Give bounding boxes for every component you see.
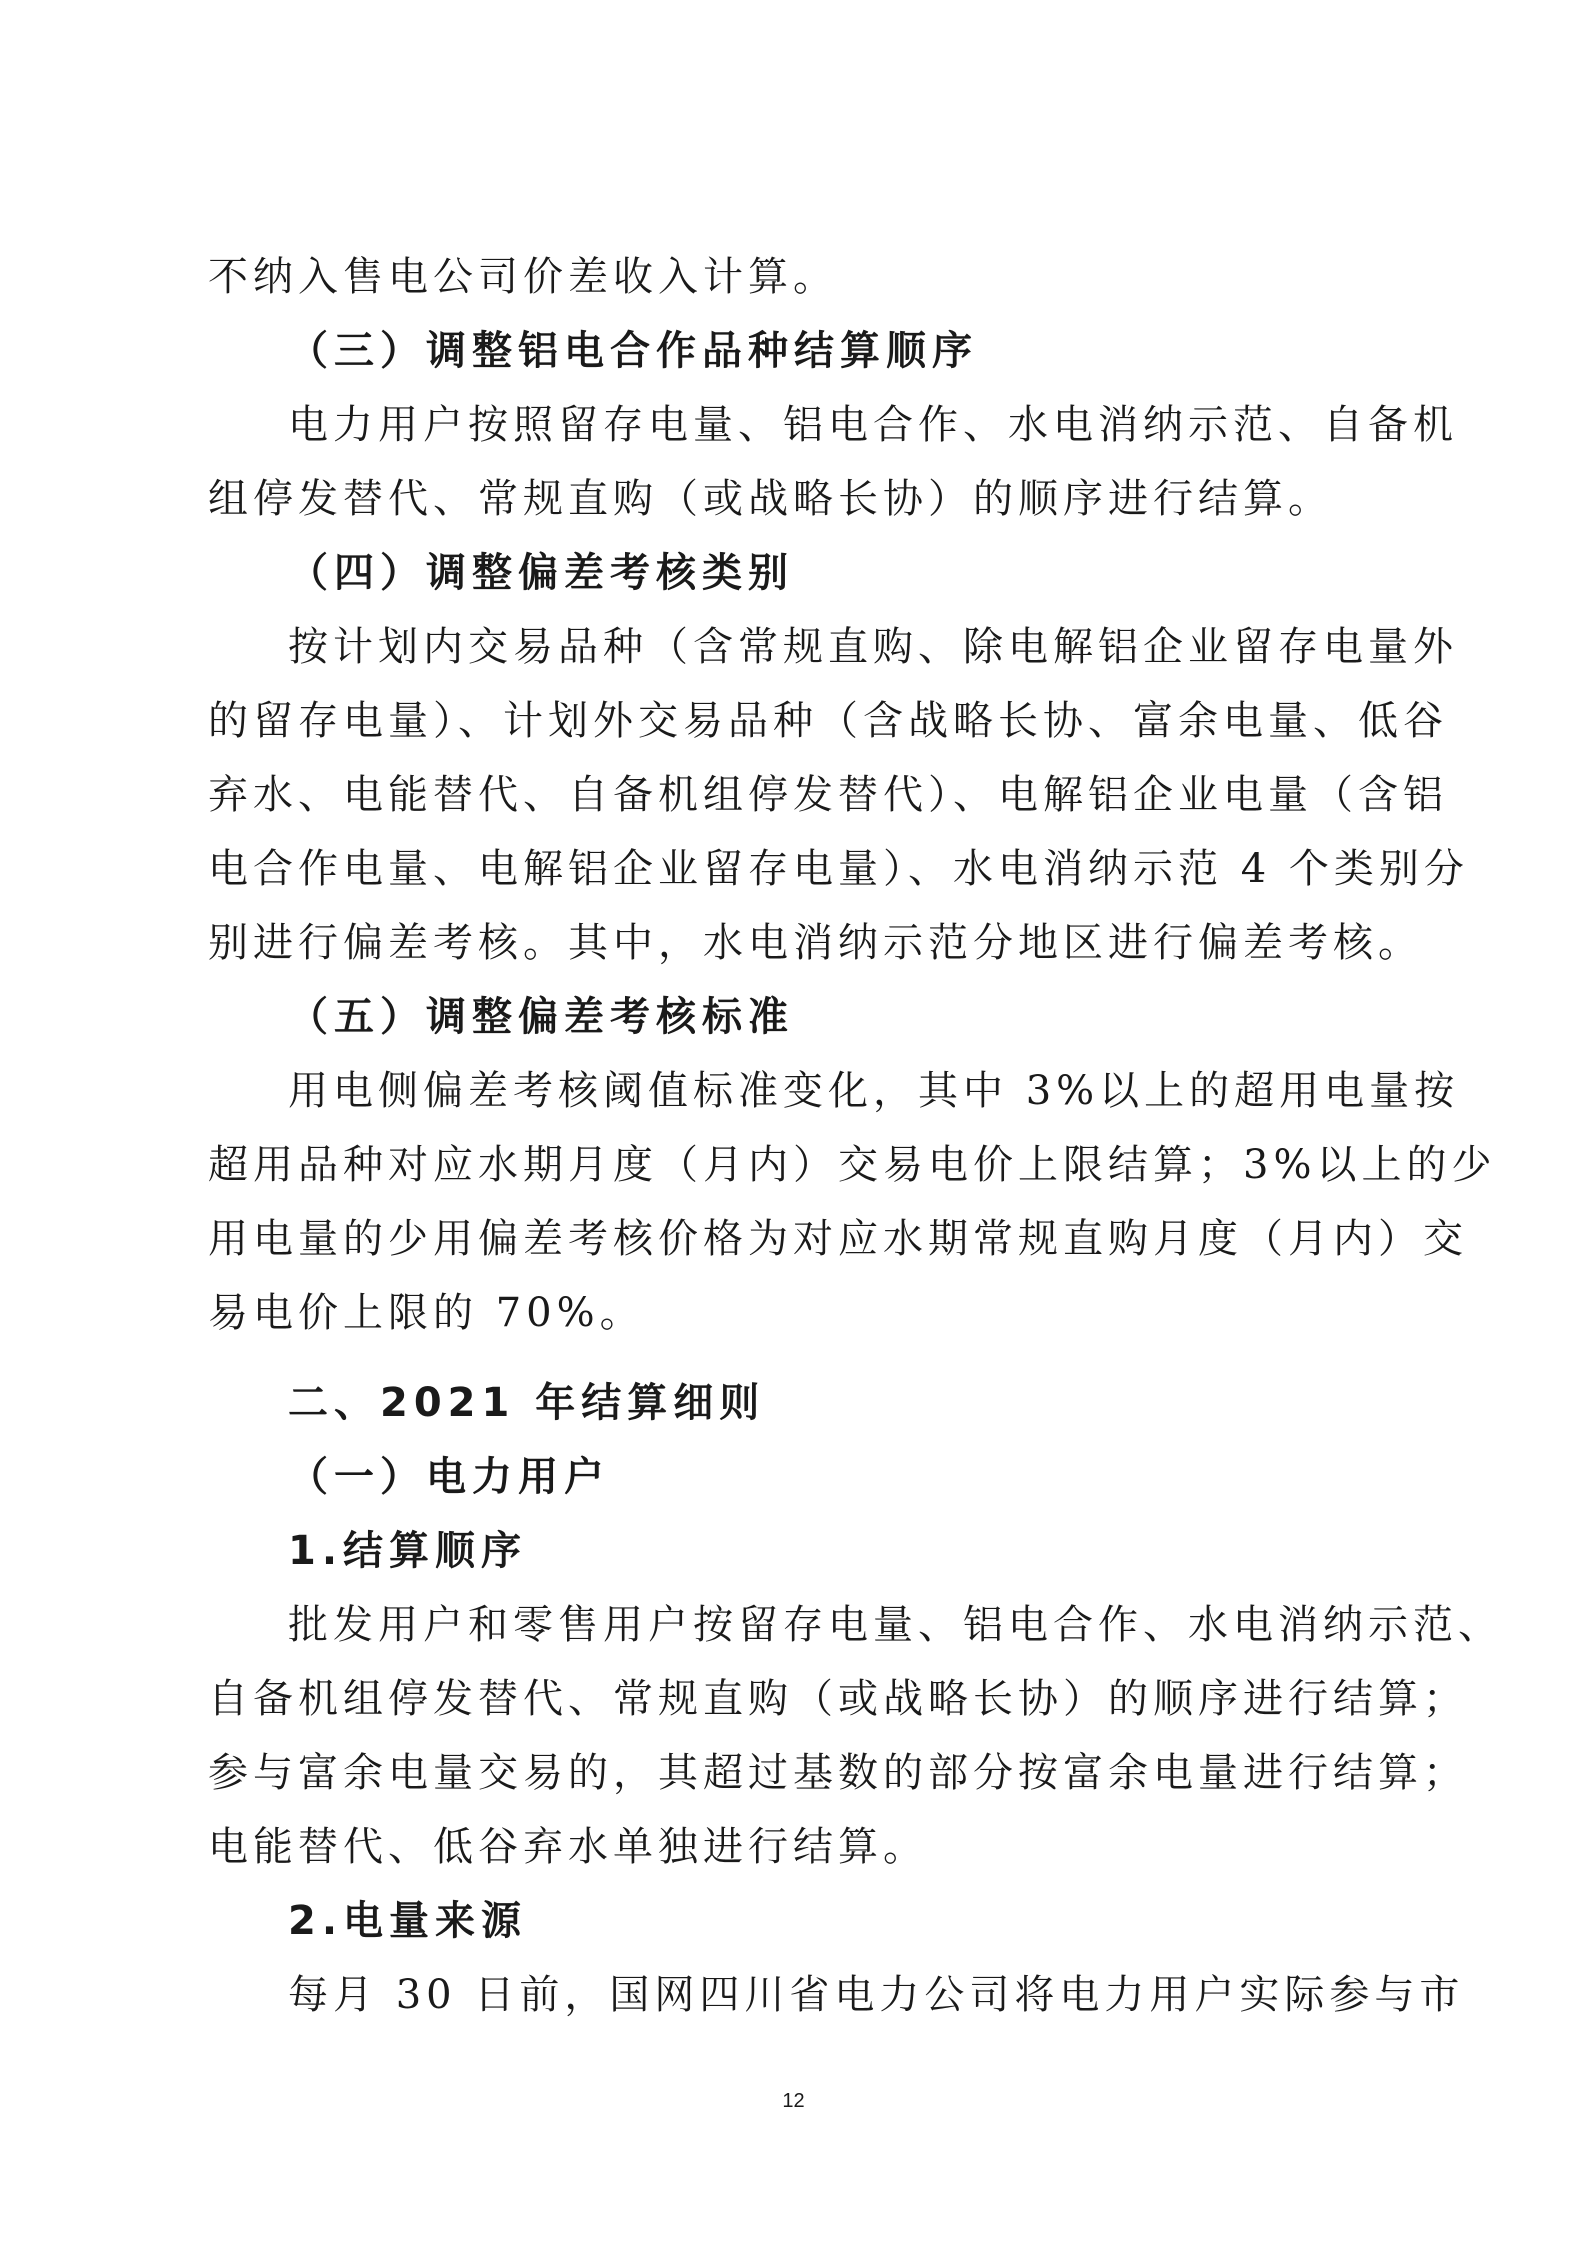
paragraph-line: 组停发替代、常规直购（或战略长协）的顺序进行结算。 xyxy=(208,476,1333,522)
paragraph-line: 参与富余电量交易的，其超过基数的部分按富余电量进行结算； xyxy=(208,1750,1468,1796)
paragraph-line: 每月 30 日前，国网四川省电力公司将电力用户实际参与市 xyxy=(288,1972,1465,2018)
paragraph-line: 不纳入售电公司价差收入计算。 xyxy=(208,254,838,300)
section-heading: （五）调整偏差考核标准 xyxy=(288,994,794,1040)
paragraph-line: 弃水、电能替代、自备机组停发替代）、电解铝企业电量（含铝 xyxy=(208,772,1448,818)
paragraph-line: 用电侧偏差考核阈值标准变化，其中 3%以上的超用电量按 xyxy=(288,1068,1460,1114)
page-number: 12 xyxy=(782,2090,805,2112)
paragraph-line: 电合作电量、电解铝企业留存电量）、水电消纳示范 4 个类别分 xyxy=(208,846,1469,892)
subsection-heading: 1.结算顺序 xyxy=(288,1528,528,1574)
paragraph-line: 别进行偏差考核。其中，水电消纳示范分地区进行偏差考核。 xyxy=(208,920,1423,966)
paragraph-line: 超用品种对应水期月度（月内）交易电价上限结算；3%以上的少 xyxy=(208,1142,1497,1188)
paragraph-line: 按计划内交易品种（含常规直购、除电解铝企业留存电量外 xyxy=(288,624,1458,670)
section-heading: （三）调整铝电合作品种结算顺序 xyxy=(288,328,978,374)
paragraph-line: 电能替代、低谷弃水单独进行结算。 xyxy=(208,1824,928,1870)
paragraph-line: 批发用户和零售用户按留存电量、铝电合作、水电消纳示范、 xyxy=(288,1602,1503,1648)
section-heading: （一）电力用户 xyxy=(288,1454,610,1500)
chapter-heading: 二、2021 年结算细则 xyxy=(288,1380,766,1426)
paragraph-line: 易电价上限的 70%。 xyxy=(208,1290,645,1336)
paragraph-line: 自备机组停发替代、常规直购（或战略长协）的顺序进行结算； xyxy=(208,1676,1468,1722)
paragraph-line: 的留存电量）、计划外交易品种（含战略长协、富余电量、低谷 xyxy=(208,698,1448,744)
subsection-heading: 2.电量来源 xyxy=(288,1898,528,1944)
paragraph-line: 电力用户按照留存电量、铝电合作、水电消纳示范、自备机 xyxy=(288,402,1458,448)
paragraph-line: 用电量的少用偏差考核价格为对应水期常规直购月度（月内）交 xyxy=(208,1216,1468,1262)
section-heading: （四）调整偏差考核类别 xyxy=(288,550,794,596)
